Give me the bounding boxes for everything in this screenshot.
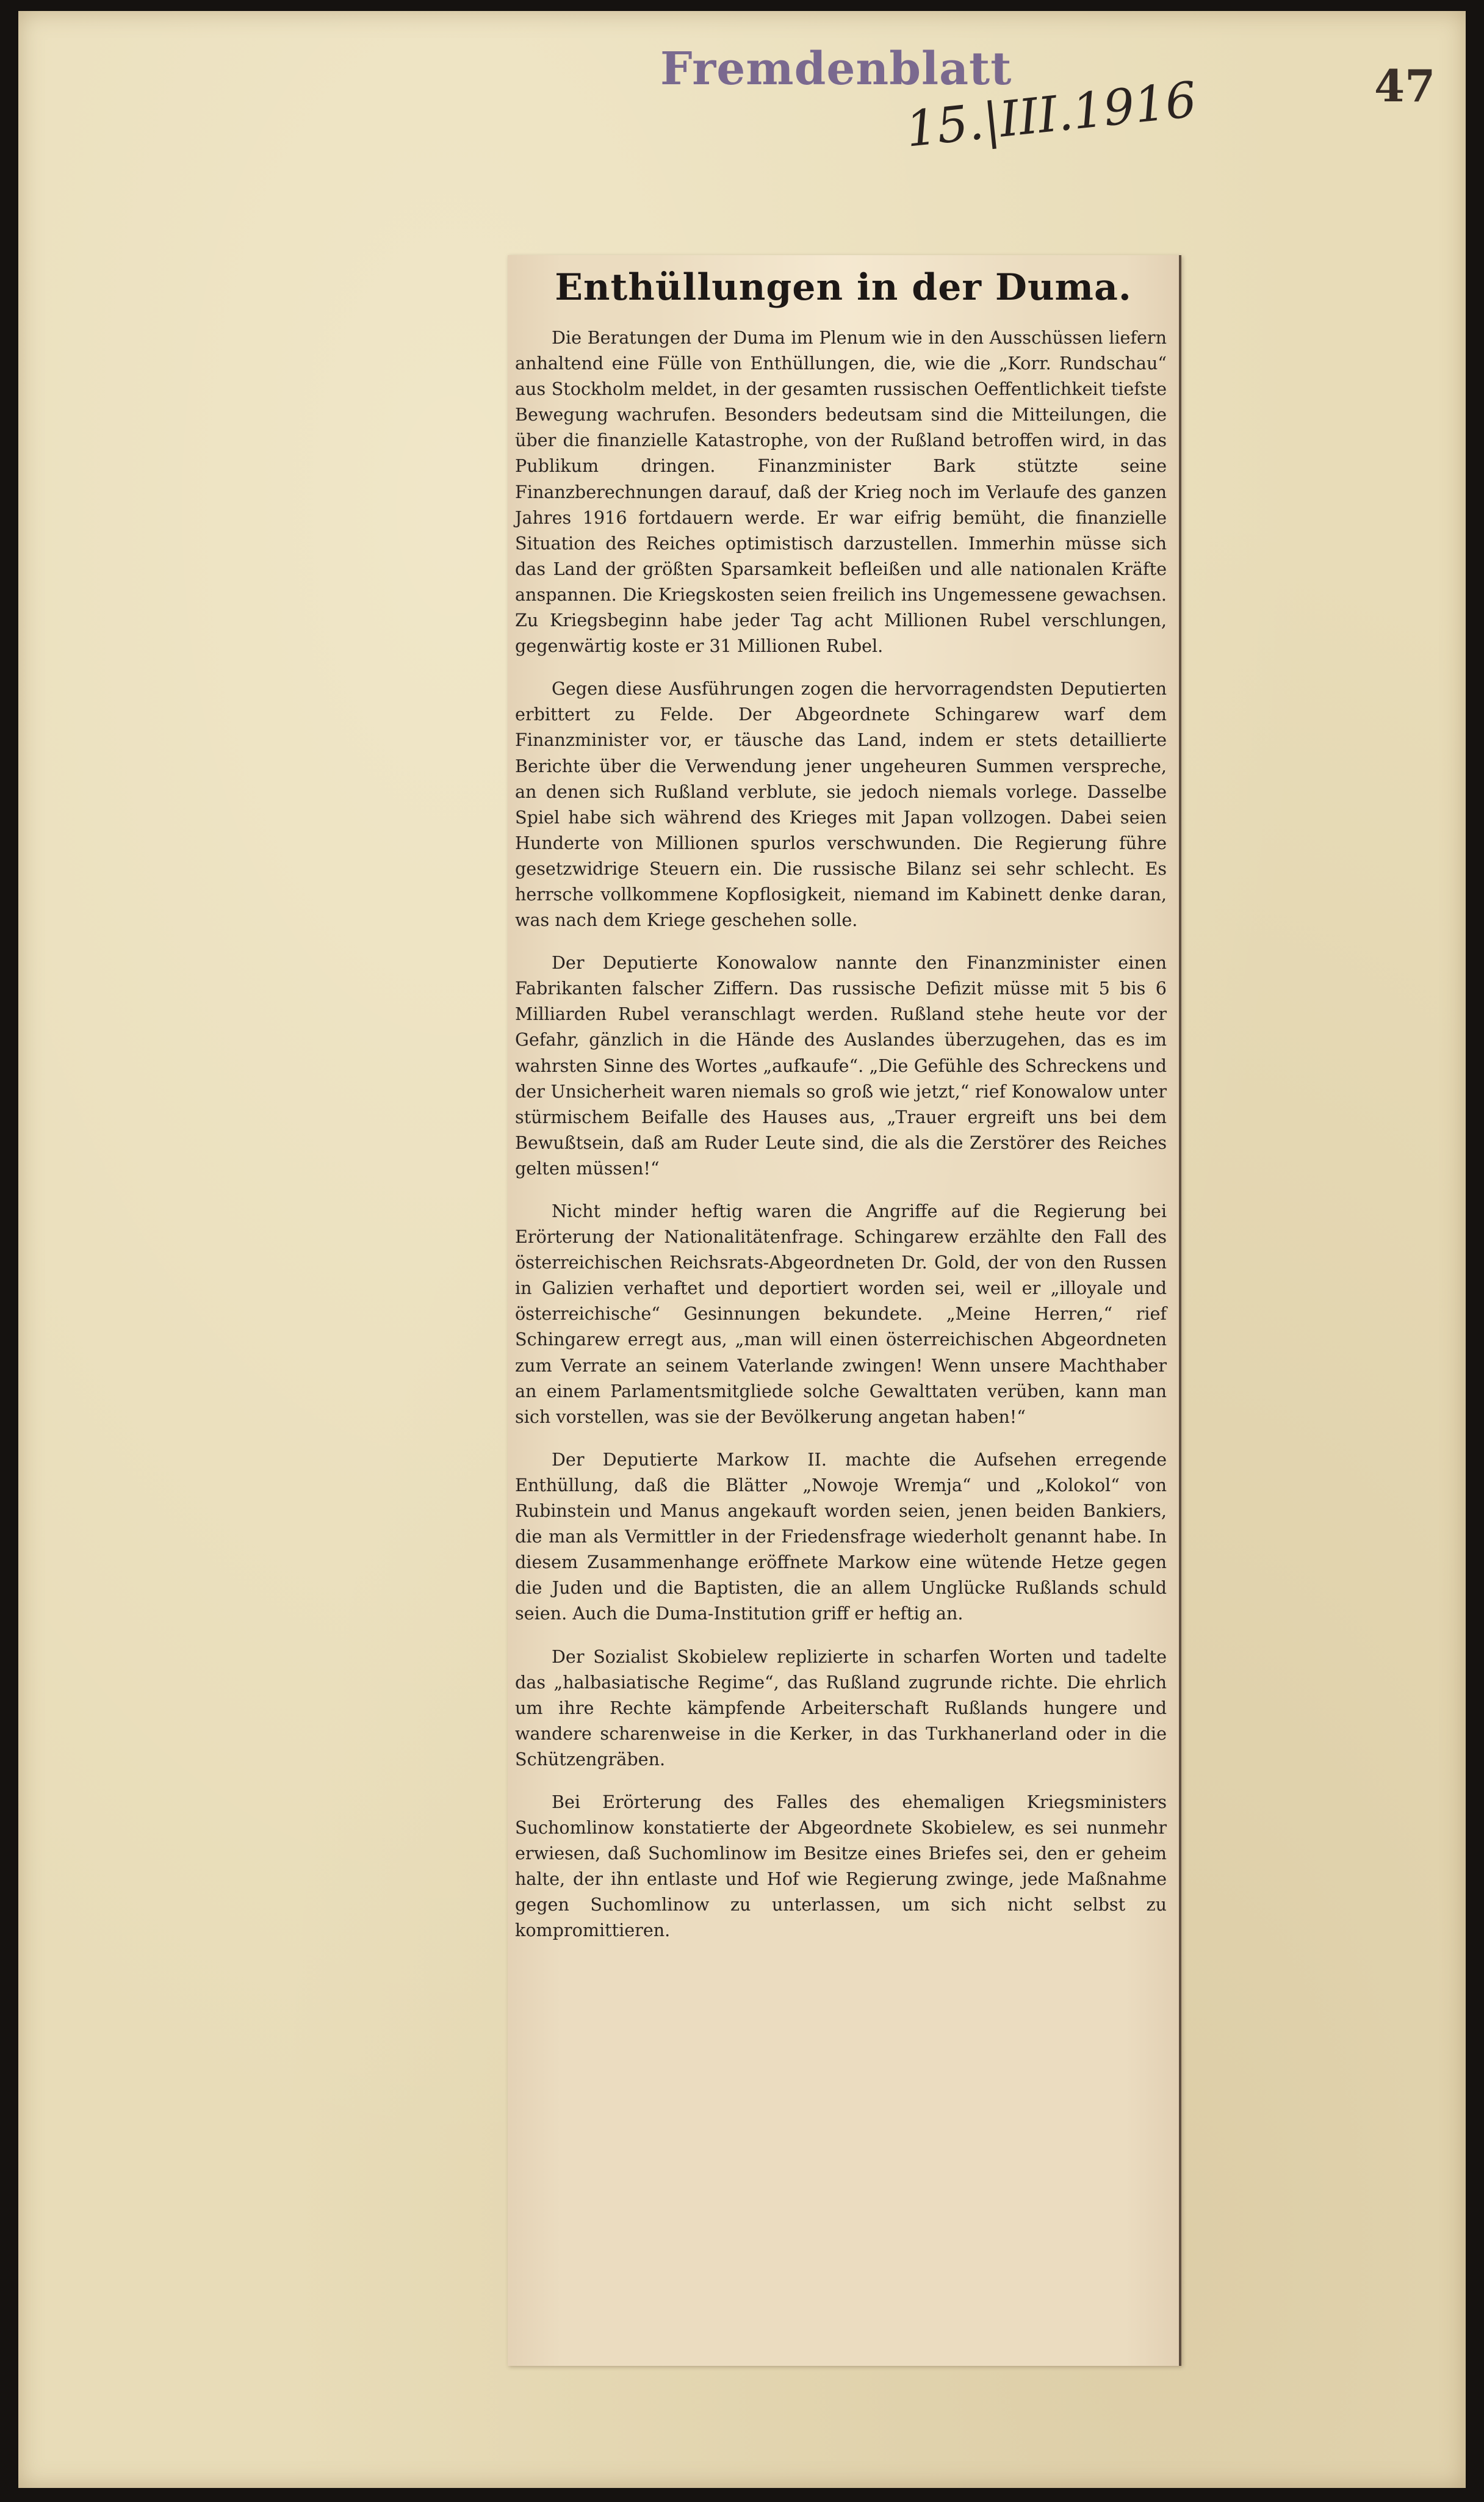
article-paragraph: Der Deputierte Markow II. machte die Aufsehen erregende Enthüllung, daß die Blätter „Nowoje Wremja“ und „Kolokol“ von Rubinstein und Manus angekauft worden seien, jenen beiden Bankiers, die man als Vermittler in der Friedensfrage wiederholt genannt habe. In diesem Zusammenhange eröffnete Markow eine wütende Hetze gegen die Juden und die Baptisten, die an allem Unglücke Rußlands schuld seien. Auch die Duma-Institution griff er heftig an. bbox=[515, 1448, 1167, 1624]
article-paragraph: Gegen diese Ausführungen zogen die hervorragendsten Deputierten erbittert zu Felde. Der Abgeordnete Schingarew warf dem Finanzminister vor, er täusche das Land, indem er stets detaillierte Berichte über die Verwendung jener ungeheuren Summen verspreche, an denen sich Rußland verblute, sie jedoch niemals vorlege. Dasselbe Spiel habe sich während des Krieges mit Japan vollzogen. Dabei seien Hunderte von Millionen spurlos verschwunden. Die Regierung führe gesetzwidrige Steuern ein. Die russische Bilanz sei sehr schlecht. Es herrsche vollkommene Kopflosigkeit, niemand im Kabinett denke daran, was nach dem Kriege geschehen solle. bbox=[515, 678, 1167, 931]
article-paragraph: Bei Erörterung des Falles des ehemaligen Kriegsministers Suchomlinow konstatierte der Abgeordnete Skobielew, es sei nunmehr erwiesen, daß Suchomlinow im Besitze eines Briefes sei, den er geheim halte, der ihn entlaste und Hof wie Regierung zwinge, jede Maßnahme gegen Suchomlinow zu unterlassen, um sich nicht selbst zu kompromittieren. bbox=[515, 1791, 1167, 1941]
article-headline: Enthüllungen in der Duma. bbox=[555, 266, 1132, 309]
article-paragraph: Der Deputierte Konowalow nannte den Finanzminister einen Fabrikanten falscher Ziffern. Das russische Defizit müsse mit 5 bis 6 Milliarden Rubel veranschlagt werden. Rußland stehe heute vor der Gefahr, gänzlich in die Hände des Auslandes überzugehen, das es im wahrsten Sinne des Wortes „aufkaufe“. „Die Gefühle des Schreckens und der Unsicherheit waren niemals so groß wie jetzt,“ rief Konowalow unter stürmischem Beifalle des Hauses aus, „Trauer ergreift uns bei dem Bewußtsein, daß am Ruder Leute sind, die als die Zerstörer des Reiches gelten müssen!“ bbox=[515, 952, 1167, 1179]
article-paragraph: Der Sozialist Skobielew replizierte in scharfen Worten und tadelte das „halbasiatische Regime“, das Rußland zugrunde richte. Die ehrlich um ihre Rechte kämpfende Arbeiterschaft Rußlands hungere und wandere scharenweise in die Kerker, in das Turkhanerland oder in die Schützengräben. bbox=[515, 1646, 1167, 1770]
article-paragraph: Nicht minder heftig waren die Angriffe auf die Regierung bei Erörterung der Nationalitätenfrage. Schingarew erzählte den Fall des österreichischen Reichsrats-Abgeordneten Dr. Gold, der von den Russen in Galizien verhaftet und deportiert worden sei, weil er „illoyale und österreichische“ Gesinnungen bekundete. „Meine Herren,“ rief Schingarew erregt aus, „man will einen österreichischen Abgeordneten zum Verrate an seinem Vaterlande zwingen! Wenn unsere Machthaber an einem Parlamentsmitgliede solche Gewalttaten verüben, kann man sich vorstellen, was sie der Bevölkerung angetan haben!“ bbox=[515, 1201, 1167, 1427]
article-body bbox=[508, 325, 1179, 1943]
handwritten-date: 15.|III.1916 bbox=[903, 71, 1200, 158]
newspaper-clipping bbox=[508, 255, 1181, 2366]
newspaper-stamp: Fremdenblatt bbox=[660, 43, 1012, 95]
article-paragraph: Die Beratungen der Duma im Plenum wie in den Ausschüssen liefern anhaltend eine Fülle von Enthüllungen, die, wie die „Korr. Rundschau“ aus Stockholm meldet, in der gesamten russischen Oeffentlichkeit tiefste Bewegung wachrufen. Besonders bedeutsam sind die Mitteilungen, die über die finanzielle Katastrophe, von der Rußland betroffen wird, in das Publikum dringen. Finanzminister Bark stützte seine Finanzberechnungen darauf, daß der Krieg noch im Verlaufe des ganzen Jahres 1916 fortdauern werde. Er war eifrig bemüht, die finanzielle Situation des Reiches optimistisch darzustellen. Immerhin müsse sich das Land der größten Sparsamkeit befleißen und alle nationalen Kräfte anspannen. Die Kriegskosten seien freilich ins Ungemessene gewachsen. Zu Kriegsbeginn habe jeder Tag acht Millionen Rubel verschlungen, gegenwärtig koste er 31 Millionen Rubel. bbox=[515, 327, 1167, 657]
page-number: 47 bbox=[1374, 60, 1436, 112]
